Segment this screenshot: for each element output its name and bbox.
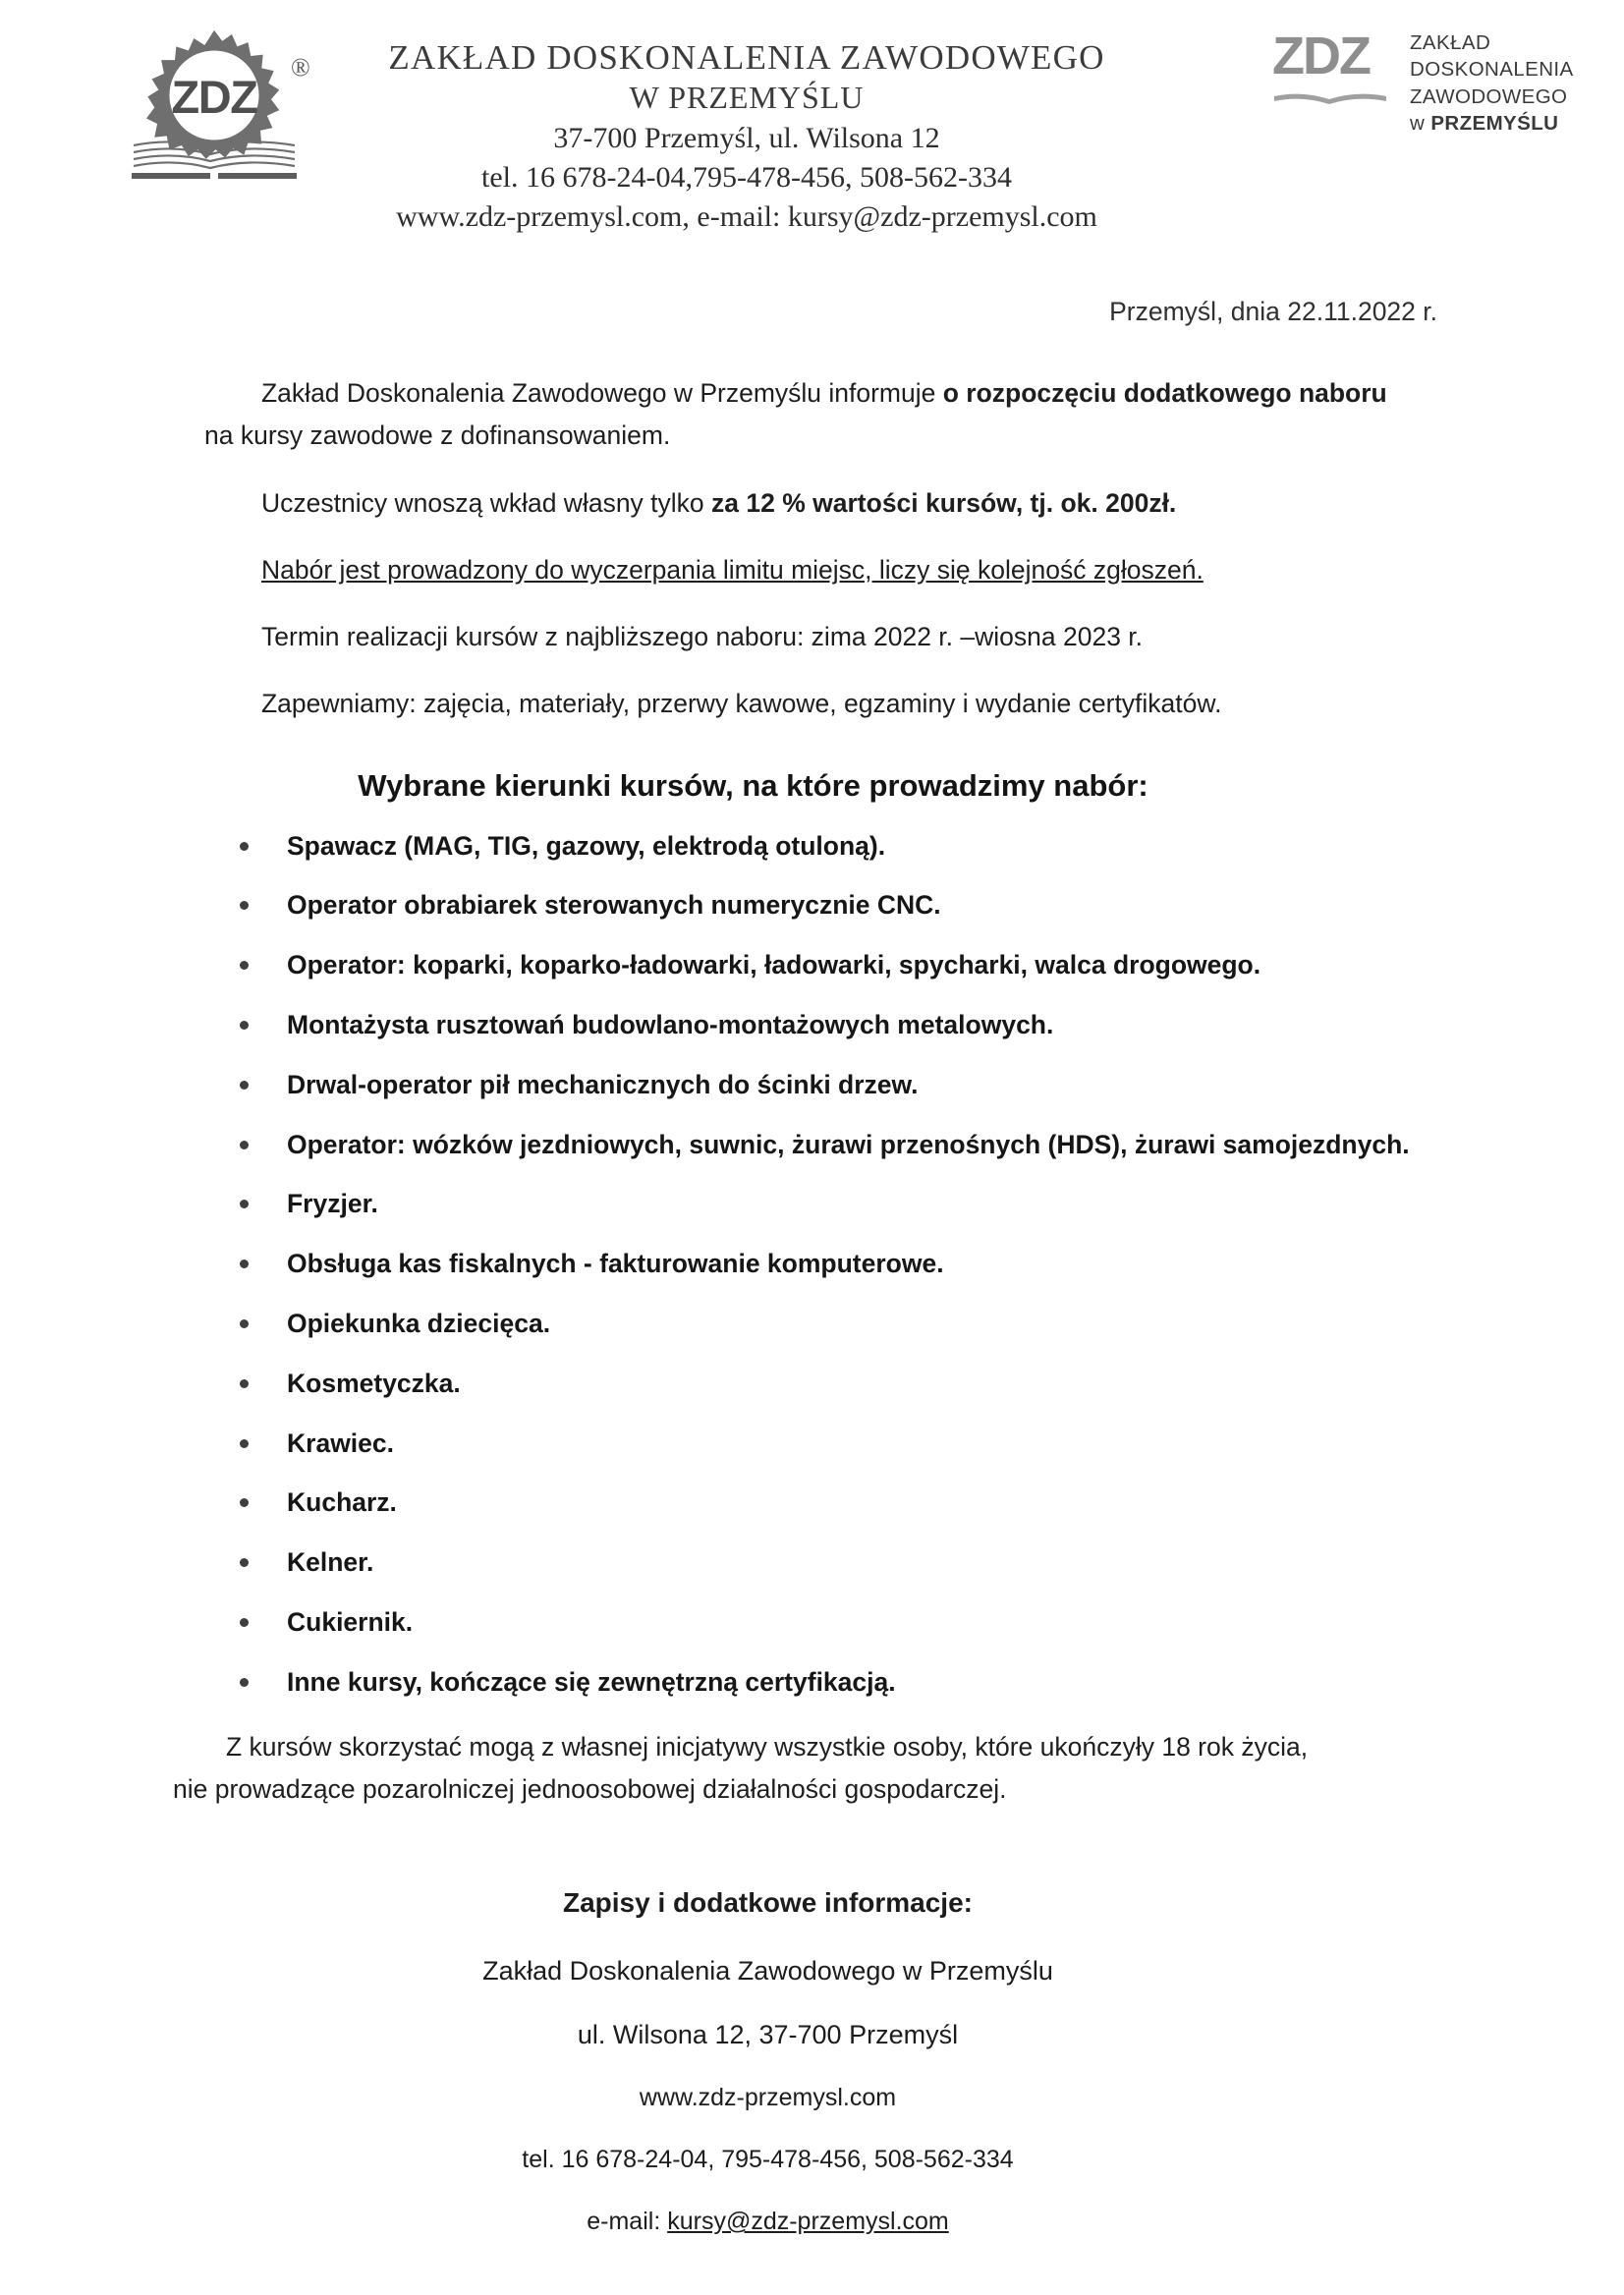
bullet-icon xyxy=(240,1021,249,1030)
list-item xyxy=(240,1189,1624,1220)
list-item xyxy=(240,1667,1624,1699)
body-paragraphs xyxy=(0,372,1624,725)
closing-paragraph xyxy=(0,1726,1624,1811)
course-label: Drwal-operator pił mechanicznych do ścinki drzew. xyxy=(287,1069,919,1099)
list-item xyxy=(240,1369,1624,1400)
course-label: Obsługa kas fiskalnych - fakturowanie komputerowe. xyxy=(287,1249,944,1279)
course-label: Operator: koparki, koparko-ładowarki, ładowarki, spycharki, walca drogowego. xyxy=(287,950,1261,980)
list-item xyxy=(240,890,1624,922)
course-label: Operator: wózków jezdniowych, suwnic, żurawi przenośnych (HDS), żurawi samojezdnych. xyxy=(287,1129,1410,1159)
bullet-icon xyxy=(240,842,249,851)
wordmark-line-1: ZAKŁAD xyxy=(1410,31,1491,54)
footer-email-label: e-mail: xyxy=(587,2208,668,2236)
header-organisation-block xyxy=(324,37,1169,237)
zdz-wordmark-text: ZDZ xyxy=(1272,27,1370,85)
bullet-icon xyxy=(240,1379,249,1388)
bullet-icon xyxy=(240,1558,249,1567)
paragraph-contribution xyxy=(204,482,1477,525)
paragraph-term xyxy=(204,616,1477,658)
list-item xyxy=(240,950,1624,981)
course-label: Krawiec. xyxy=(287,1427,395,1458)
bullet-icon xyxy=(240,901,249,910)
paragraph-intro-bold: o rozpoczęciu dodatkowego naboru xyxy=(942,378,1387,408)
wordmark-line-4-city: PRZEMYŚLU xyxy=(1430,111,1559,135)
paragraph-intro-tail: na kursy zawodowe z dofinansowaniem. xyxy=(204,420,671,450)
course-label: Spawacz (MAG, TIG, gazowy, elektrodą otuloną). xyxy=(287,830,886,861)
list-item xyxy=(240,1130,1624,1161)
header-org-web-email: www.zdz-przemysl.com, e-mail: kursy@zdz-przemysl.com xyxy=(396,199,1097,233)
wordmark-book-icon xyxy=(1272,90,1388,108)
footer-contact-block xyxy=(0,1887,1624,2236)
bullet-icon xyxy=(240,961,249,970)
list-item xyxy=(240,1309,1624,1340)
course-label: Kosmetyczka. xyxy=(287,1368,461,1398)
bullet-icon xyxy=(240,1439,249,1448)
course-label: Kucharz. xyxy=(287,1487,397,1518)
list-item xyxy=(240,831,1624,863)
course-label: Kelner. xyxy=(287,1547,374,1578)
footer-phones: tel. 16 678-24-04, 795-478-456, 508-562-334 xyxy=(522,2146,1014,2174)
list-item xyxy=(240,1428,1624,1460)
header-org-name: ZAKŁAD DOSKONALENIA ZAWODOWEGO xyxy=(388,38,1105,77)
paragraph-provisions xyxy=(204,683,1477,725)
footer-organisation: Zakład Doskonalenia Zawodowego w Przemyślu xyxy=(482,1956,1053,1987)
course-label: Opiekunka dziecięca. xyxy=(287,1308,551,1338)
zdz-gear-book-logo xyxy=(126,28,310,195)
wordmark-line-4 xyxy=(1410,110,1574,137)
bullet-icon xyxy=(240,1141,249,1149)
header-org-phones: tel. 16 678-24-04,795-478-456, 508-562-334 xyxy=(481,160,1012,194)
paragraph-limit-notice xyxy=(204,549,1477,591)
zdz-wordmark-description xyxy=(1410,29,1574,137)
paragraph-limit-notice-text: Nabór jest prowadzony do wyczerpania limitu miejsc, liczy się kolejność zgłoszeń. xyxy=(261,554,1204,585)
footer-address: ul. Wilsona 12, 37-700 Przemyśl xyxy=(577,2020,959,2050)
bullet-icon xyxy=(240,1618,249,1627)
bullet-icon xyxy=(240,1259,249,1268)
date-line: Przemyśl, dnia 22.11.2022 r. xyxy=(1109,297,1437,326)
course-label: Operator obrabiarek sterowanych numerycznie CNC. xyxy=(287,890,941,921)
header-org-address: 37-700 Przemyśl, ul. Wilsona 12 xyxy=(553,121,940,154)
svg-text:ZDZ: ZDZ xyxy=(171,71,257,123)
list-item xyxy=(240,1010,1624,1041)
gear-icon xyxy=(146,28,282,163)
bullet-icon xyxy=(240,1081,249,1090)
paragraph-provisions-text: Zapewniamy: zajęcia, materiały, przerwy kawowe, egzaminy i wydanie certyfikatów. xyxy=(261,688,1222,718)
footer-website[interactable]: www.zdz-przemysl.com xyxy=(639,2084,897,2112)
zdz-wordmark-group xyxy=(1272,29,1388,113)
list-item xyxy=(240,1070,1624,1101)
list-item xyxy=(240,1607,1624,1639)
course-label: Fryzjer. xyxy=(287,1189,378,1219)
paragraph-intro-normal: Zakład Doskonalenia Zawodowego w Przemyślu informuje xyxy=(261,378,943,408)
course-label: Cukiernik. xyxy=(287,1606,414,1637)
paragraph-intro xyxy=(204,372,1477,457)
zdz-wordmark-logo xyxy=(1272,29,1574,137)
document-header xyxy=(0,0,1624,263)
header-org-city: W PRZEMYŚLU xyxy=(629,80,865,116)
wordmark-line-4-prefix: w xyxy=(1410,111,1431,135)
wordmark-line-2: DOSKONALENIA xyxy=(1410,58,1574,82)
closing-line-2: nie prowadzące pozarolniczej jednoosobowej działalności gospodarczej. xyxy=(173,1774,1007,1805)
paragraph-contribution-bold: za 12 % wartości kursów, tj. ok. 200zł. xyxy=(711,487,1177,518)
footer-email-row xyxy=(0,2208,1536,2236)
section-heading-courses: Wybrane kierunki kursów, na które prowadzimy nabór: xyxy=(358,767,1148,803)
wordmark-line-3: ZAWODOWEGO xyxy=(1410,84,1568,108)
bullet-icon xyxy=(240,1319,249,1328)
closing-line-1: Z kursów skorzystać mogą z własnej inicjatywy wszystkie osoby, które ukończyły 18 rok życia, xyxy=(226,1732,1309,1763)
bullet-icon xyxy=(240,1498,249,1507)
bullet-icon xyxy=(240,1200,249,1208)
paragraph-term-text: Termin realizacji kursów z najbliższego naboru: zima 2022 r. –wiosna 2023 r. xyxy=(261,621,1144,651)
registered-trademark-icon: ® xyxy=(291,53,310,82)
list-item xyxy=(240,1547,1624,1579)
list-item xyxy=(240,1249,1624,1280)
footer-title: Zapisy i dodatkowe informacje: xyxy=(563,1887,973,1919)
footer-email-link[interactable]: kursy@zdz-przemysl.com xyxy=(667,2208,949,2236)
list-item xyxy=(240,1487,1624,1519)
course-list xyxy=(0,831,1624,1699)
course-label: Montażysta rusztowań budowlano-montażowych metalowych. xyxy=(287,1009,1054,1039)
paragraph-contribution-normal: Uczestnicy wnoszą wkład własny tylko xyxy=(261,487,712,518)
course-label: Inne kursy, kończące się zewnętrzną certyfikacją. xyxy=(287,1666,896,1697)
bullet-icon xyxy=(240,1678,249,1687)
